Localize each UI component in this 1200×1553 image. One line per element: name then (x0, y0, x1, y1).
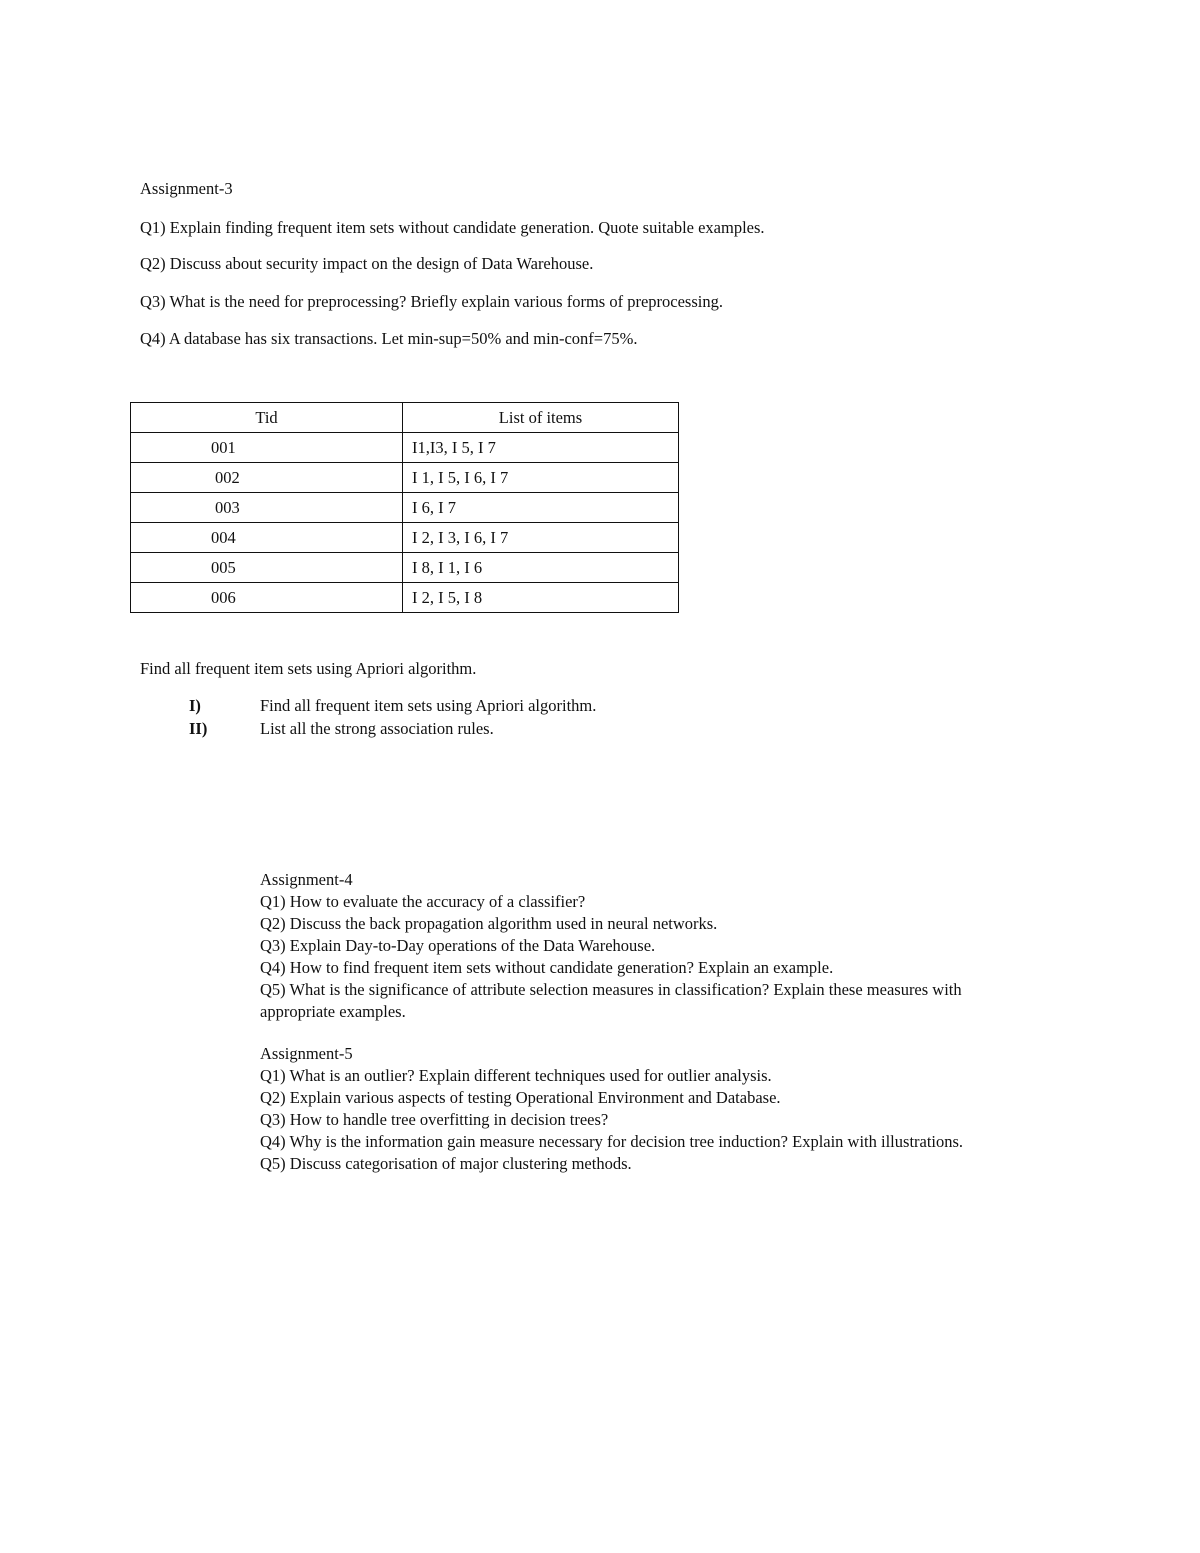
assignment-4-section (260, 869, 1040, 1023)
assignment-5-title: Assignment-5 (260, 1044, 353, 1063)
tid-cell: 001 (131, 433, 403, 463)
items-cell: I1,I3, I 5, I 7 (403, 433, 679, 463)
assignment-4-title: Assignment-4 (260, 870, 353, 889)
subpart-text: Find all frequent item sets using Apriori algorithm. (260, 696, 597, 715)
a3-question-4: Q4) A database has six transactions. Let min-sup=50% and min-conf=75%. (140, 329, 638, 348)
tid-cell: 005 (131, 553, 403, 583)
a3-question-2: Q2) Discuss about security impact on the design of Data Warehouse. (140, 254, 594, 273)
table-header-row (131, 403, 679, 433)
a5-question-3: Q3) How to handle tree overfitting in decision trees? (260, 1110, 609, 1129)
a3-question-3: Q3) What is the need for preprocessing? Briefly explain various forms of preprocessing. (140, 292, 723, 311)
table-row (131, 493, 679, 523)
items-cell: I 2, I 5, I 8 (403, 583, 679, 613)
table-row (131, 463, 679, 493)
a4-question-2: Q2) Discuss the back propagation algorithm used in neural networks. (260, 914, 718, 933)
transactions-table (130, 402, 679, 613)
items-cell: I 1, I 5, I 6, I 7 (403, 463, 679, 493)
subpart-number: II) (189, 719, 208, 738)
find-frequent-text: Find all frequent item sets using Apriori algorithm. (140, 659, 477, 678)
items-cell: I 6, I 7 (403, 493, 679, 523)
subpart-text: List all the strong association rules. (260, 719, 494, 738)
a4-question-3: Q3) Explain Day-to-Day operations of the Data Warehouse. (260, 936, 656, 955)
assignment-5-section (260, 1043, 1040, 1175)
a3-question-1: Q1) Explain finding frequent item sets without candidate generation. Quote suitable examples. (140, 218, 765, 237)
a5-question-2: Q2) Explain various aspects of testing Operational Environment and Database. (260, 1088, 781, 1107)
a5-question-5: Q5) Discuss categorisation of major clustering methods. (260, 1154, 632, 1173)
a4-question-4: Q4) How to find frequent item sets without candidate generation? Explain an example. (260, 958, 834, 977)
tid-cell: 002 (131, 463, 403, 493)
assignment-3-title: Assignment-3 (140, 179, 233, 198)
tid-cell: 003 (131, 493, 403, 523)
table-row (131, 523, 679, 553)
tid-cell: 006 (131, 583, 403, 613)
table-row (131, 433, 679, 463)
a4-question-1: Q1) How to evaluate the accuracy of a classifier? (260, 892, 586, 911)
header-list-of-items: List of items (403, 403, 679, 433)
items-cell: I 2, I 3, I 6, I 7 (403, 523, 679, 553)
a4-question-5: Q5) What is the significance of attribute selection measures in classification? Explain these measures with appropriate examples. (260, 980, 962, 1021)
a5-question-1: Q1) What is an outlier? Explain different techniques used for outlier analysis. (260, 1066, 772, 1085)
table-row (131, 583, 679, 613)
header-tid: Tid (131, 403, 403, 433)
items-cell: I 8, I 1, I 6 (403, 553, 679, 583)
table-row (131, 553, 679, 583)
subpart-number: I) (189, 696, 201, 715)
tid-cell: 004 (131, 523, 403, 553)
a5-question-4: Q4) Why is the information gain measure necessary for decision tree induction? Explain with illustrations. (260, 1132, 964, 1151)
